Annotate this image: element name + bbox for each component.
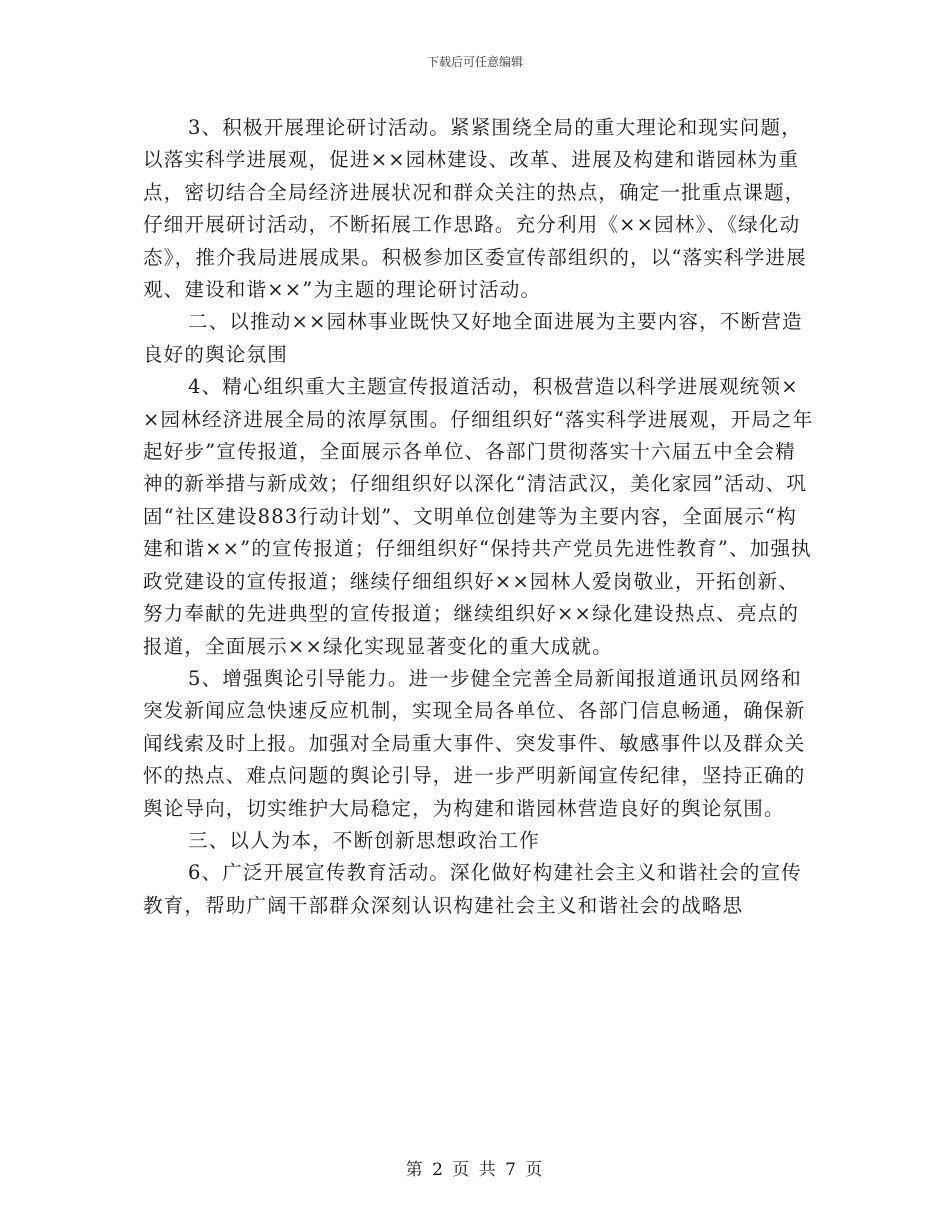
paragraph-3-theory-research: 3、积极开展理论研讨活动。紧紧围绕全局的重大理论和现实问题，以落实科学进展观，促进××园林建设、改革、进展及构建和谐园林为重点，密切结合全局经济进展状况和群众关注的热点，确定一批重点课题，仔细开展研讨活动，不断拓展工作思路。充分利用《××园林》、《绿化动态》，推介我局进展成果。积极参加区委宣传部组织的，以“落实科学进展观、建设和谐××”为主题的理论研讨活动。 [143,116,807,302]
document-body [143,112,815,922]
paragraph-5-public-opinion: 5、增强舆论引导能力。进一步健全完善全局新闻报道通讯员网络和突发新闻应急快速反应机制，实现全局各单位、各部门信息畅通，确保新闻线索及时上报。加强对全局重大事件、突发事件、敏感事件以及群众关怀的热点、难点问题的舆论引导，进一步严明新闻宣传纪律，坚持正确的舆论导向，切实维护大局稳定，为构建和谐园林营造良好的舆论氛围。 [143,666,806,820]
header-note: 下载后可任意编辑 [426,55,523,69]
page-number: 第 2 页 共 7 页 [405,1160,545,1180]
paragraph-6-education: 6、广泛开展宣传教育活动。深化做好构建社会主义和谐社会的宣传教育，帮助广阔干部群众深刻认识构建社会主义和谐社会的战略思 [143,861,802,917]
section-heading-3: 三、以人为本，不断创新思想政治工作 [188,828,540,852]
paragraph-4-major-reports: 4、精心组织重大主题宣传报道活动，积极营造以科学进展观统领××园林经济进展全局的浓厚氛围。仔细组织好“落实科学进展观，开局之年起好步”宣传报道，全面展示各单位、各部门贯彻落实十六届五中全会精神的新举措与新成效；仔细组织好以深化“清洁武汉，美化家园”活动、巩固“社区建设883行动计划”、文明单位创建等为主要内容，全面展示“构建和谐××”的宣传报道；仔细组织好“保持共产党员先进性教育”、加强执政党建设的宣传报道；继续仔细组织好××园林人爱岗敬业，开拓创新、努力奉献的先进典型的宣传报道；继续组织好××绿化建设热点、亮点的报道，全面展示××绿化实现显著变化的重大成就。 [143,375,814,658]
section-heading-2: 二、以推动××园林事业既快又好地全面进展为主要内容，不断营造良好的舆论氛围 [143,310,803,366]
